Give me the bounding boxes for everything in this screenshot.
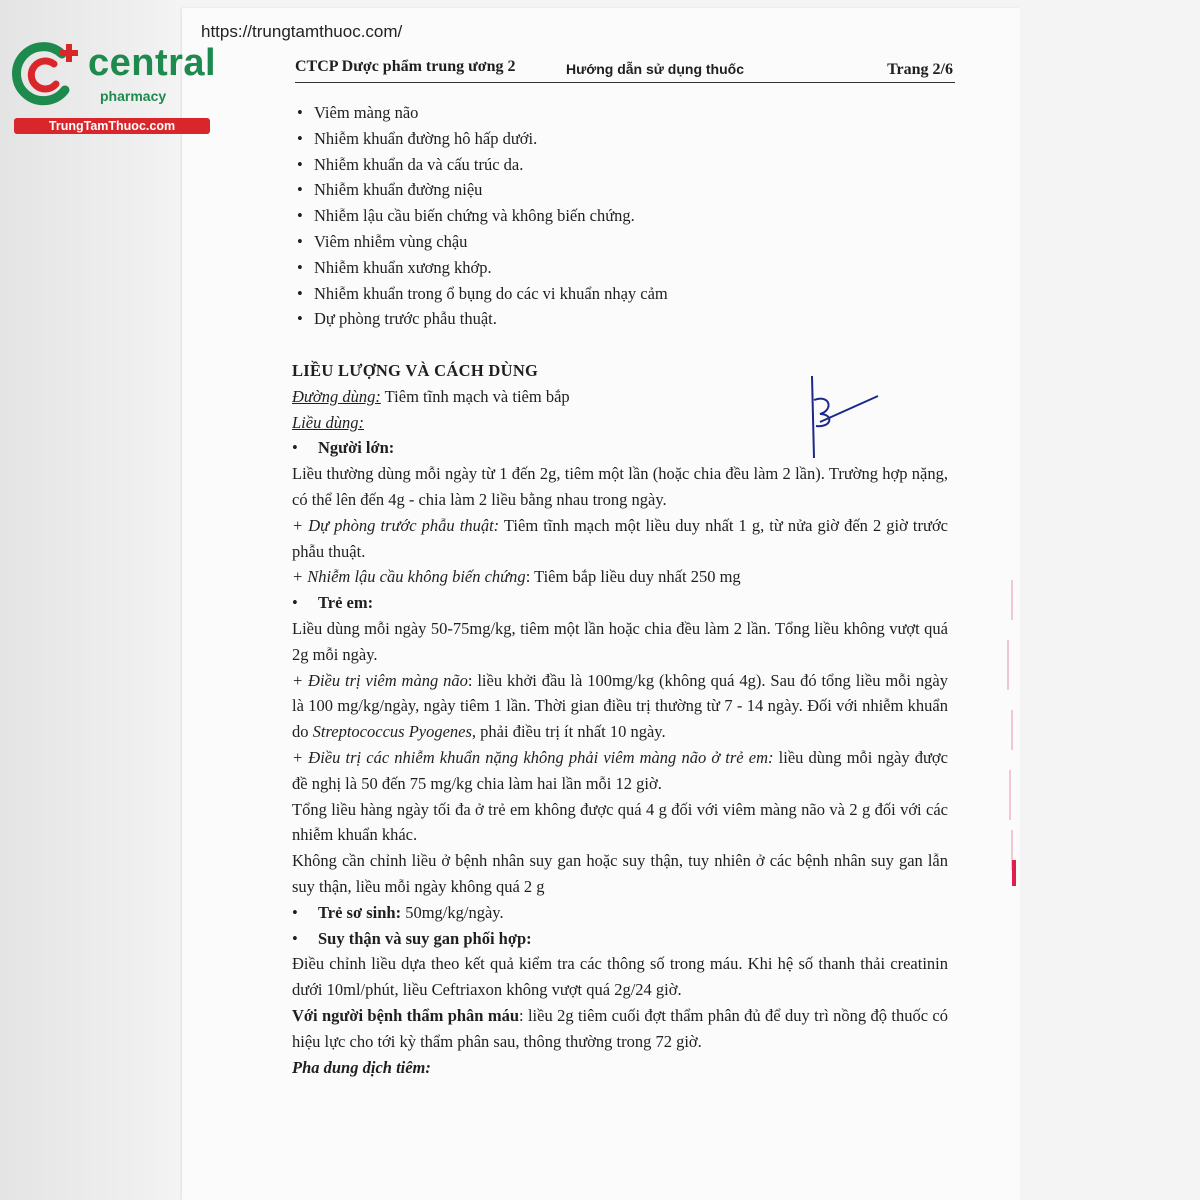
dosage-section	[292, 358, 948, 1080]
header-title: Hướng dẫn sử dụng thuốc	[566, 61, 744, 77]
indications-list	[297, 102, 668, 334]
route-line: Đường dùng: Tiêm tĩnh mạch và tiêm bắp	[292, 386, 570, 406]
document-header	[295, 58, 955, 83]
children-text: Liều dùng mỗi ngày 50-75mg/kg, tiêm một lần hoặc chia đều làm 2 lần. Tổng liều không vượt quá 2g mỗi ngày.	[292, 618, 948, 664]
list-item: • Viêm màng não	[297, 103, 419, 122]
dose-label: Liều dùng:	[292, 412, 364, 432]
header-company: CTCP Dược phẩm trung ương 2	[295, 58, 516, 75]
list-item: • Viêm nhiễm vùng chậu	[297, 231, 468, 251]
list-item: • Nhiễm khuẩn da và cấu trúc da.	[297, 154, 524, 174]
children-max: Tổng liều hàng ngày tối đa ở trẻ em không được quá 4 g đối với viêm màng não và 2 g đối với các nhiễm khuẩn khác.	[292, 799, 948, 845]
renal-hepatic-heading: • Suy thận và suy gan phối hợp:	[292, 928, 532, 948]
renal-hepatic-text: Điều chỉnh liều dựa theo kết quả kiểm tra các thông số trong máu. Khi hệ số thanh thải creatinin dưới 10ml/phút, liều Ceftriaxon không vượt quá 2g/24 giờ.	[292, 954, 948, 1000]
source-url[interactable]: https://trungtamthuoc.com/	[201, 22, 403, 41]
brand-site-banner: TrungTamThuoc.com	[14, 118, 210, 134]
children-severe: + Điều trị các nhiễm khuẩn nặng không phải viêm màng não ở trẻ em: liều dùng mỗi ngày được đề nghị là 50 đến 75 mg/kg chia làm hai lần mỗi 12 giờ.	[292, 747, 948, 793]
neonates-line: • Trẻ sơ sinh: 50mg/kg/ngày.	[292, 902, 504, 922]
children-heading: • Trẻ em:	[292, 593, 374, 613]
list-item: • Nhiễm khuẩn trong ổ bụng do các vi khuẩn nhạy cảm	[297, 283, 668, 303]
adults-heading: • Người lớn:	[292, 438, 395, 458]
children-meningitis: + Điều trị viêm màng não: liều khởi đầu là 100mg/kg (không quá 4g). Sau đó tổng liều mỗi ngày là 100 mg/kg/ngày, ngày tiêm 1 lần. Thời gian điều trị thường từ 7 - 14 ngày. Đối với nhiễm khuẩn do Streptococcus Pyogenes, phải điều trị ít nhất 10 ngày.	[292, 670, 948, 742]
list-item: • Nhiễm khuẩn xương khớp.	[297, 257, 492, 277]
brand-logo[interactable]	[10, 38, 215, 138]
list-item: • Dự phòng trước phẫu thuật.	[297, 309, 497, 329]
children-no-adjust: Không cần chỉnh liều ở bệnh nhân suy gan hoặc suy thận, tuy nhiên ở các bệnh nhân suy gan lẫn suy thận, liều mỗi ngày không quá 2 g	[292, 851, 948, 896]
preparation-heading: Pha dung dịch tiêm:	[292, 1057, 431, 1077]
adults-prophylaxis: + Dự phòng trước phẫu thuật: Tiêm tĩnh mạch một liều duy nhất 1 g, từ nửa giờ đến 2 giờ trước phẫu thuật.	[292, 515, 948, 561]
adults-gonorrhea: + Nhiễm lậu cầu không biến chứng: Tiêm bắp liều duy nhất 250 mg	[292, 567, 741, 587]
stamp-marks-icon	[992, 580, 1020, 890]
dialysis-text: Với người bệnh thẩm phân máu: liều 2g tiêm cuối đợt thẩm phân đủ để duy trì nồng độ thuốc có hiệu lực cho tới kỳ thẩm phân sau, thông thường trong 72 giờ.	[292, 1005, 948, 1051]
section-title: LIỀU LƯỢNG VÀ CÁCH DÙNG	[292, 361, 539, 380]
brand-subtitle: pharmacy	[100, 88, 167, 104]
list-item: • Nhiễm lậu cầu biến chứng và không biến chứng.	[297, 206, 635, 226]
header-page-number: Trang 2/6	[887, 61, 953, 78]
list-item: • Nhiễm khuẩn đường hô hấp dưới.	[297, 128, 538, 148]
adults-text: Liều thường dùng mỗi ngày từ 1 đến 2g, tiêm một lần (hoặc chia đều làm 2 lần). Trường hợp nặng, có thể lên đến 4g - chia làm 2 liều bằng nhau trong ngày.	[292, 464, 948, 509]
list-item: • Nhiễm khuẩn đường niệu	[297, 180, 483, 200]
pharmacy-cross-logo-icon	[10, 38, 86, 110]
brand-name: central	[88, 42, 217, 84]
